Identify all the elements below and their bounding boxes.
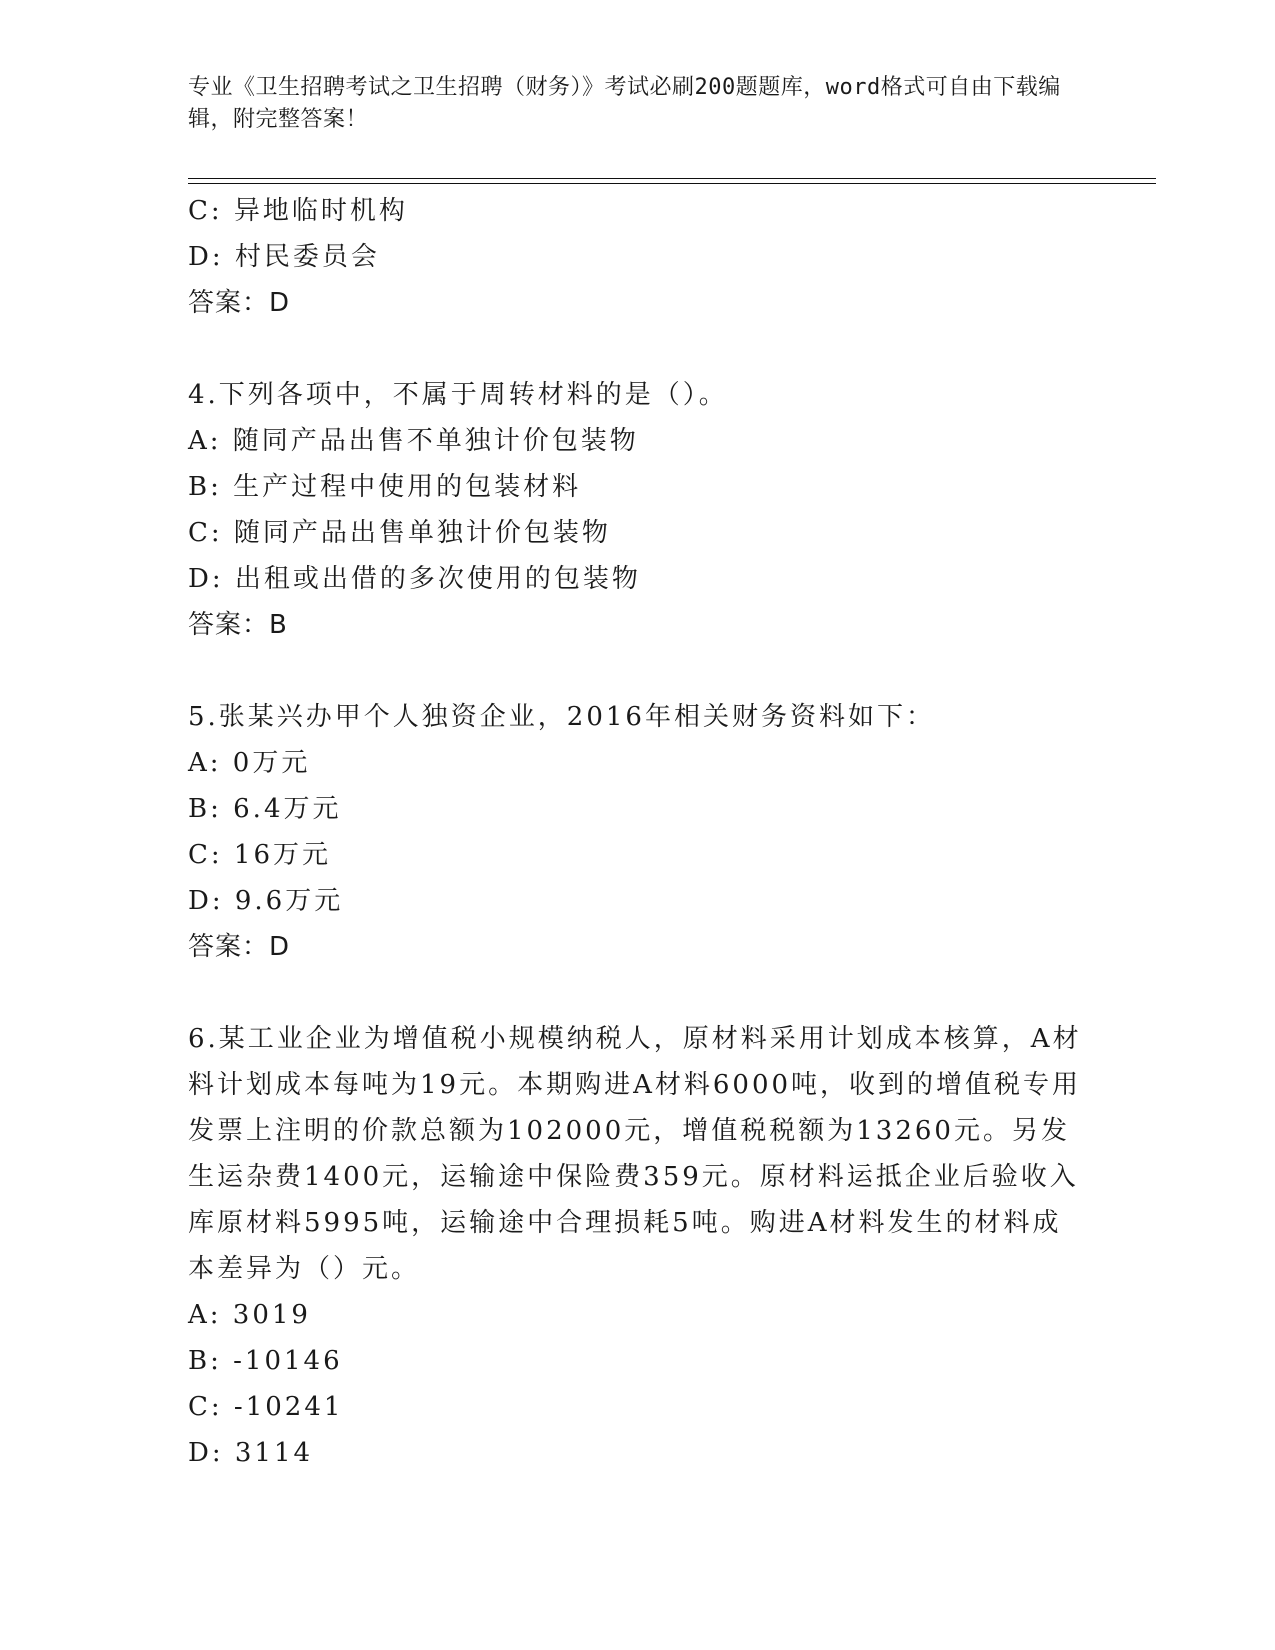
option-c: C: -10241 [188, 1392, 344, 1422]
answer: 答案：B [188, 610, 288, 640]
option-b: B: 生产过程中使用的包装材料 [188, 472, 582, 502]
spacer [188, 648, 1088, 694]
question-list [188, 188, 1088, 1476]
spacer [188, 326, 1088, 372]
option-b: B: 6.4万元 [188, 794, 342, 824]
option-a: A: 0万元 [188, 748, 311, 778]
question-3 [188, 188, 1088, 326]
option-d: D: 9.6万元 [188, 886, 344, 916]
header-divider-double [188, 183, 1156, 184]
header-divider [188, 178, 1156, 179]
answer: 答案：D [188, 932, 291, 962]
option-d: D: 村民委员会 [188, 242, 380, 272]
document-header: 专业《卫生招聘考试之卫生招聘（财务）》考试必刷200题题库，word格式可自由下载编辑，附完整答案！ [188, 75, 1061, 132]
option-a: A: 3019 [188, 1300, 311, 1330]
question-stem: 5.张某兴办甲个人独资企业，2016年相关财务资料如下： [188, 702, 935, 732]
option-d: D: 出租或出借的多次使用的包装物 [188, 564, 641, 594]
option-d: D: 3114 [188, 1438, 314, 1468]
option-c: C: 随同产品出售单独计价包装物 [188, 518, 611, 548]
answer: 答案：D [188, 288, 291, 318]
question-6 [188, 1016, 1088, 1476]
option-a: A: 随同产品出售不单独计价包装物 [188, 426, 639, 456]
question-5 [188, 694, 1088, 970]
option-c: C: 异地临时机构 [188, 196, 408, 226]
question-stem: 6.某工业企业为增值税小规模纳税人，原材料采用计划成本核算，A材料计划成本每吨为19元。本期购进A材料6000吨，收到的增值税专用发票上注明的价款总额为102000元，增值税税额为13260元。另发生运杂费1400元，运输途中保险费359元。原材料运抵企业后验收入库原材料5995吨，运输途中合理损耗5吨。购进A材料发生的材料成本差异为（）元。 [188, 1024, 1082, 1284]
option-c: C: 16万元 [188, 840, 332, 870]
spacer [188, 970, 1088, 1016]
option-b: B: -10146 [188, 1346, 343, 1376]
question-stem: 4.下列各项中，不属于周转材料的是（）。 [188, 380, 728, 410]
question-4 [188, 372, 1088, 648]
